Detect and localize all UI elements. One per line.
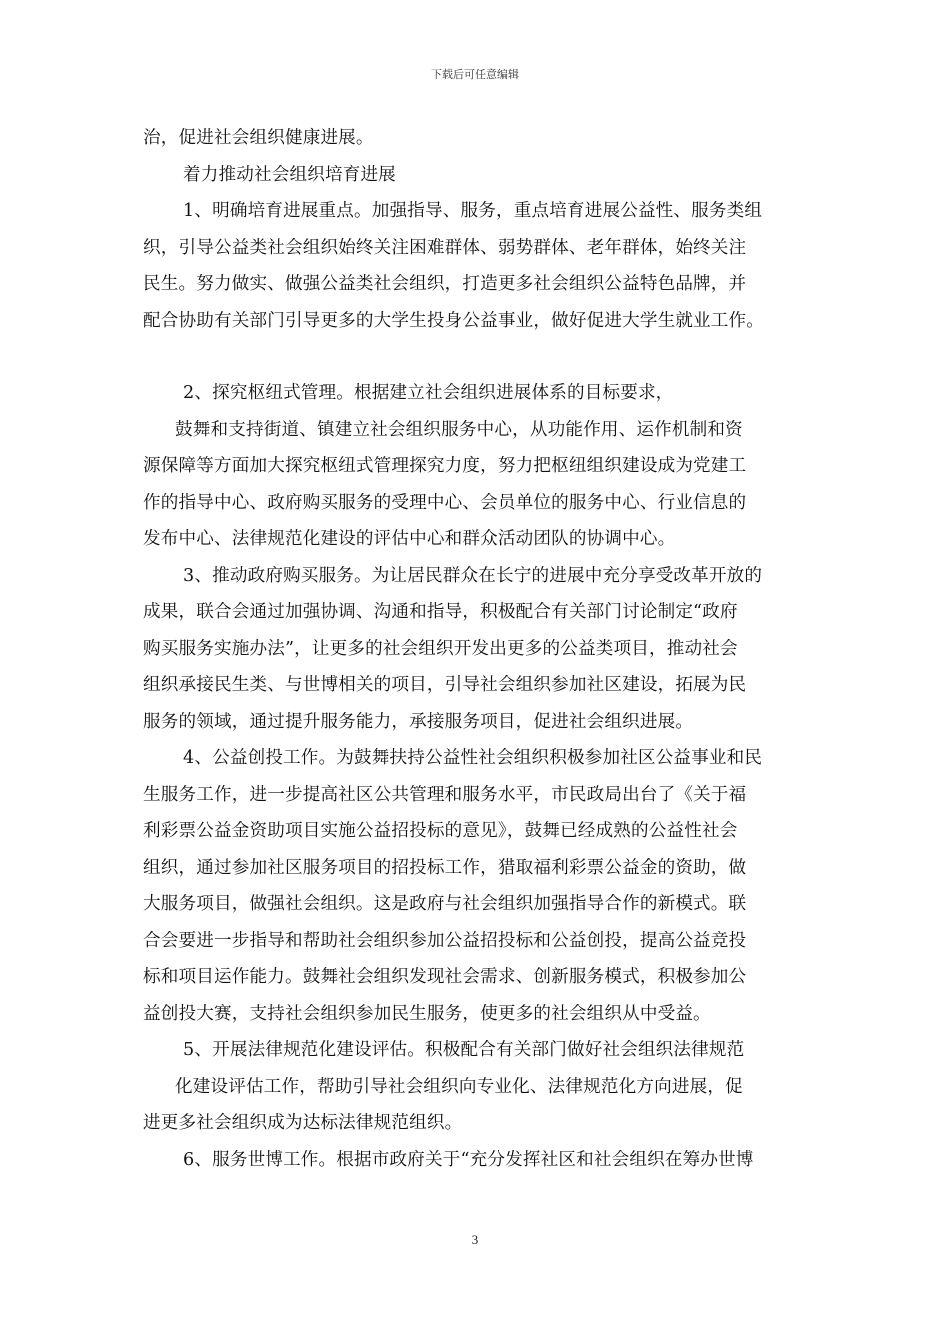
text-line: 治，促进社会组织健康进展。 — [143, 128, 374, 148]
page-number: 3 — [471, 1232, 479, 1247]
text-line: 民生。努力做实、做强公益类社会组织，打造更多社会组织公益特色品牌，并 — [143, 274, 747, 294]
text-line: 5、开展法律规范化建设评估。积极配合有关部门做好社会组织法律规范 — [183, 1040, 745, 1060]
text-line: 合会要进一步指导和帮助社会组织参加公益招投标和公益创投，提高公益竞投 — [143, 930, 747, 951]
text-line: 1、明确培育进展重点。加强指导、服务，重点培育进展公益性、服务类组 — [183, 201, 763, 221]
text-line: 进更多社会组织成为达标法律规范组织。 — [143, 1113, 463, 1133]
text-line: 购买服务实施办法”，让更多的社会组织开发出更多的公益类项目，推动社会 — [143, 638, 738, 659]
section-heading: 着力推动社会组织培育进展 — [183, 164, 396, 185]
text-line: 作的指导中心、政府购买服务的受理中心、会员单位的服务中心、行业信息的 — [143, 492, 747, 513]
text-line: 鼓舞和支持街道、镇建立社会组织服务中心，从功能作用、运作机制和资 — [175, 419, 743, 440]
paragraph-gap — [143, 339, 815, 375]
text-line: 利彩票公益金资助项目实施公益招投标的意见》，鼓舞已经成熟的公益性社会 — [143, 821, 738, 841]
text-line: 4、公益创投工作。为鼓舞扶持公益性社会组织积极参加社区公益事业和民 — [183, 748, 763, 768]
text-line: 服务的领域，通过提升服务能力，承接服务项目，促进社会组织进展。 — [143, 711, 694, 732]
text-line: 组织承接民生类、与世博相关的项目，引导社会组织参加社区建设，拓展为民 — [143, 675, 747, 695]
document-body — [143, 120, 815, 1178]
text-line: 源保障等方面加大探究枢纽式管理探究力度，努力把枢纽组织建设成为党建工 — [143, 456, 747, 476]
text-line: 生服务工作，进一步提高社区公共管理和服务水平，市民政局出台了《关于福 — [143, 784, 747, 805]
text-line: 大服务项目，做强社会组织。这是政府与社会组织加强指导合作的新模式。联 — [143, 894, 747, 914]
text-line: 6、服务世博工作。根据市政府关于“充分发挥社区和社会组织在筹办世博 — [183, 1149, 754, 1170]
text-line: 3、推动政府购买服务。为让居民群众在长宁的进展中充分享受改革开放的 — [183, 565, 763, 586]
text-line: 标和项目运作能力。鼓舞社会组织发现社会需求、创新服务模式，积极参加公 — [143, 967, 747, 987]
text-line: 织，引导公益类社会组织始终关注困难群体、弱势群体、老年群体，始终关注 — [143, 237, 747, 258]
text-line: 成果，联合会通过加强协调、沟通和指导，积极配合有关部门讨论制定“政府 — [143, 602, 738, 622]
text-line: 化建设评估工作，帮助引导社会组织向专业化、法律规范化方向进展，促 — [175, 1076, 743, 1097]
page-header: 下载后可任意编辑 — [431, 68, 519, 81]
text-line: 益创投大赛，支持社会组织参加民生服务，使更多的社会组织从中受益。 — [143, 1003, 711, 1024]
text-line: 组织，通过参加社区服务项目的招投标工作，猎取福利彩票公益金的资助，做 — [143, 857, 747, 878]
text-line: 2、探究枢纽式管理。根据建立社会组织进展体系的目标要求， — [183, 383, 674, 403]
text-line: 发布中心、法律规范化建设的评估中心和群众活动团队的协调中心。 — [143, 529, 676, 549]
text-line: 配合协助有关部门引导更多的大学生投身公益事业，做好促进大学生就业工作。 — [143, 310, 765, 331]
